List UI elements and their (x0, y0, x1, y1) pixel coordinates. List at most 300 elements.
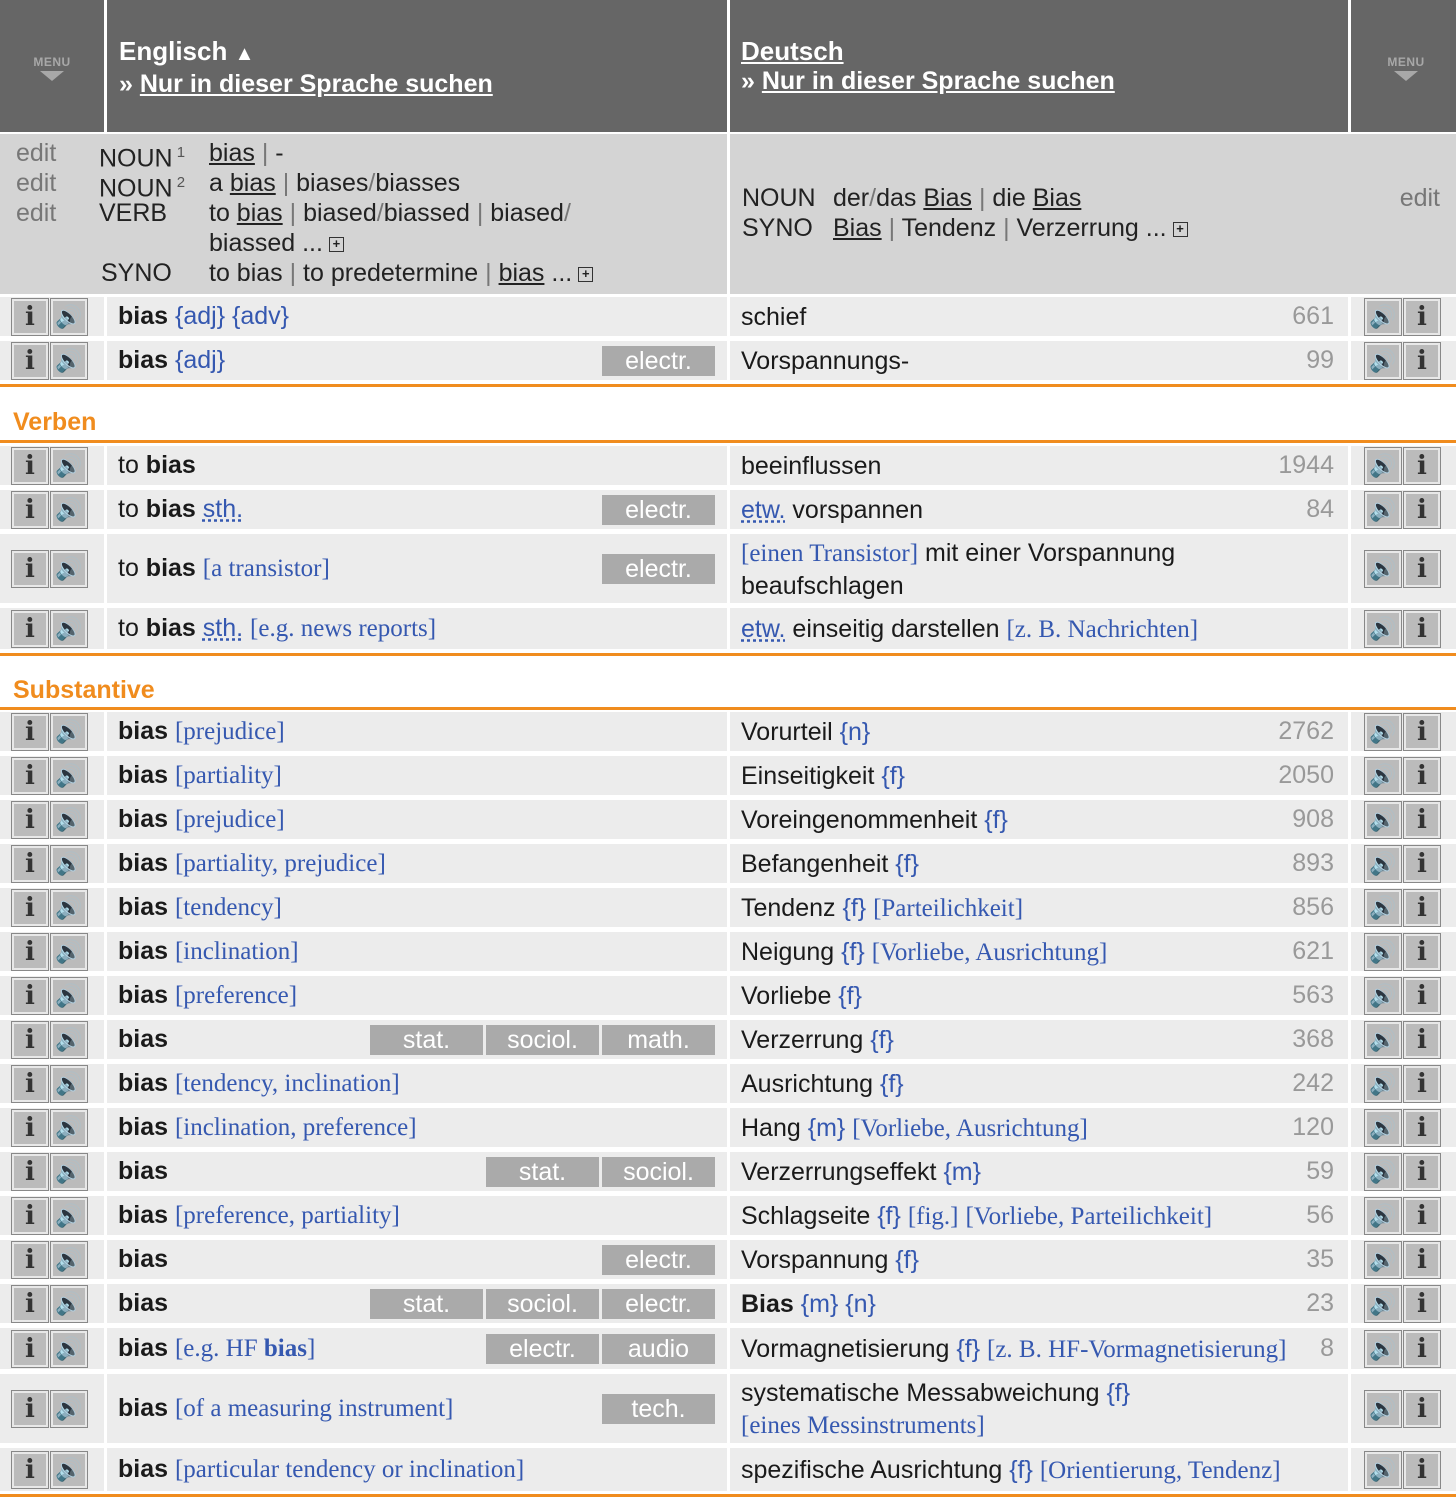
speaker-icon[interactable]: 🔊 (50, 933, 88, 971)
table-row (0, 446, 1456, 488)
divider (727, 844, 730, 883)
speaker-icon[interactable]: 🔊 (1364, 447, 1402, 485)
divider (1348, 1284, 1351, 1323)
vote-count: 908 (1292, 805, 1334, 833)
vote-count: 56 (1306, 1201, 1334, 1229)
english-term[interactable]: bias [tendency, inclination] (118, 1069, 400, 1097)
german-term[interactable]: Vorspannung {f} (741, 1246, 919, 1274)
german-term[interactable]: Vorurteil {n} (741, 718, 871, 746)
divider (1348, 297, 1351, 336)
info-icon[interactable]: i (1403, 1390, 1441, 1428)
inflection-text: Bias | Tendenz | Verzerrung ... + (833, 213, 1188, 243)
divider (1348, 1374, 1351, 1443)
section-nouns (0, 652, 1456, 712)
table-row (0, 1284, 1456, 1326)
inflection-text: bias | - (209, 139, 284, 167)
speaker-icon[interactable]: 🔊 (50, 1197, 88, 1235)
german-term[interactable]: schief (741, 303, 807, 331)
speaker-icon[interactable]: 🔊 (1364, 1285, 1402, 1323)
divider (1348, 490, 1351, 529)
info-icon[interactable]: i (1403, 1330, 1441, 1368)
divider (1348, 1448, 1351, 1491)
speaker-icon[interactable]: 🔊 (1364, 491, 1402, 529)
divider (727, 1328, 730, 1369)
vote-count: 621 (1292, 937, 1334, 965)
chevron-down-icon (40, 71, 64, 81)
table-row (0, 888, 1456, 930)
menu-label: MENU (33, 55, 71, 69)
english-term[interactable]: to bias [a transistor] (118, 554, 330, 582)
speaker-icon[interactable]: 🔊 (50, 298, 88, 336)
divider (727, 756, 730, 795)
speaker-icon[interactable]: 🔊 (50, 801, 88, 839)
subject-tag: electr. (602, 554, 715, 584)
speaker-icon[interactable]: 🔊 (50, 550, 88, 588)
english-term[interactable]: to bias sth. [e.g. news reports] (118, 614, 437, 642)
inflection-text: der/das Bias | die Bias (833, 184, 1082, 212)
info-icon[interactable]: i (1403, 1451, 1441, 1489)
info-icon[interactable]: i (1403, 1109, 1441, 1147)
table-row (0, 1196, 1456, 1238)
speaker-icon[interactable]: 🔊 (50, 1285, 88, 1323)
divider (1348, 756, 1351, 795)
table-row (0, 341, 1456, 383)
divider (0, 707, 1456, 710)
divider (104, 1448, 107, 1491)
divider (1348, 1328, 1351, 1369)
divider (1348, 1020, 1351, 1059)
menu-label: MENU (1387, 55, 1425, 69)
info-icon[interactable]: i (1403, 1197, 1441, 1235)
german-term[interactable]: etw. vorspannen (741, 496, 924, 524)
divider (727, 490, 730, 529)
info-icon[interactable]: i (1403, 713, 1441, 751)
vote-count: 84 (1306, 495, 1334, 523)
table-row (0, 844, 1456, 886)
divider (727, 1374, 730, 1443)
section-verbs (0, 384, 1456, 446)
table-row (0, 1020, 1456, 1062)
divider (1348, 608, 1351, 649)
subject-tag: stat. (370, 1289, 483, 1319)
german-term[interactable]: Hang {m} [Vorliebe, Ausrichtung] (741, 1114, 1088, 1142)
divider (104, 976, 107, 1015)
info-icon[interactable]: i (11, 1021, 49, 1059)
english-term[interactable]: bias [e.g. HF bias] (118, 1334, 316, 1362)
speaker-icon[interactable]: 🔊 (50, 1065, 88, 1103)
subject-tag: electr. (602, 346, 715, 376)
vote-count: 242 (1292, 1069, 1334, 1097)
subject-tag: math. (602, 1025, 715, 1055)
info-icon[interactable]: i (11, 1330, 49, 1368)
edit-link[interactable]: edit (16, 169, 57, 197)
prefix: » (741, 67, 755, 95)
table-row (0, 534, 1456, 606)
subject-tag: stat. (370, 1025, 483, 1055)
divider (727, 0, 730, 132)
divider (727, 1448, 730, 1491)
divider (104, 534, 107, 603)
vote-count: 35 (1306, 1245, 1334, 1273)
inflection-text: to bias | biased/biassed | biased/ (209, 199, 571, 227)
info-icon[interactable]: i (1403, 610, 1441, 648)
inflection-text: a bias | biases/biasses (209, 169, 461, 197)
divider (727, 1240, 730, 1279)
german-term[interactable]: spezifische Ausrichtung {f} [Orientierung, Tendenz] (741, 1456, 1281, 1484)
info-icon[interactable]: i (11, 1285, 49, 1323)
divider (0, 440, 1456, 443)
divider (1348, 1240, 1351, 1279)
menu-button-right[interactable] (1376, 55, 1436, 81)
info-icon[interactable]: i (1403, 889, 1441, 927)
subject-tag: sociol. (486, 1025, 599, 1055)
divider (0, 653, 1456, 656)
divider (104, 0, 107, 132)
table-row (0, 297, 1456, 339)
divider (1348, 1064, 1351, 1103)
german-term[interactable]: Bias {m} {n} (741, 1290, 876, 1318)
speaker-icon[interactable]: 🔊 (50, 757, 88, 795)
divider (1348, 1108, 1351, 1147)
english-term[interactable]: bias [inclination, preference] (118, 1113, 417, 1141)
divider (104, 932, 107, 971)
divider (727, 1108, 730, 1147)
divider (1348, 888, 1351, 927)
inflection-panel (0, 134, 1456, 294)
info-icon[interactable]: i (11, 610, 49, 648)
divider (727, 1152, 730, 1191)
vote-count: 59 (1306, 1157, 1334, 1185)
edit-link[interactable]: edit (1399, 184, 1440, 212)
speaker-icon[interactable]: 🔊 (1364, 1109, 1402, 1147)
edit-link[interactable]: edit (16, 139, 57, 167)
english-term[interactable]: to bias sth. (118, 495, 244, 523)
info-icon[interactable]: i (1403, 550, 1441, 588)
divider (727, 932, 730, 971)
info-icon[interactable]: i (11, 933, 49, 971)
divider (1348, 0, 1351, 132)
divider (1348, 712, 1351, 751)
divider (727, 800, 730, 839)
divider (727, 446, 730, 485)
table-row (0, 712, 1456, 754)
expand-icon[interactable]: + (329, 237, 344, 252)
divider (104, 1374, 107, 1443)
speaker-icon[interactable]: 🔊 (50, 1109, 88, 1147)
info-icon[interactable]: i (1403, 1065, 1441, 1103)
german-term[interactable]: etw. einseitig darstellen [z. B. Nachrichten] (741, 615, 1199, 643)
speaker-icon[interactable]: 🔊 (50, 491, 88, 529)
vote-count: 368 (1292, 1025, 1334, 1053)
divider (727, 712, 730, 751)
divider (104, 1196, 107, 1235)
english-term[interactable]: bias [preference] (118, 981, 298, 1009)
vote-count: 1944 (1278, 451, 1334, 479)
info-icon[interactable]: i (1403, 845, 1441, 883)
german-term[interactable]: Einseitigkeit {f} (741, 762, 906, 790)
divider (104, 1064, 107, 1103)
german-term[interactable]: Schlagseite {f} [fig.] [Vorliebe, Parteilichkeit] (741, 1202, 1213, 1230)
divider (104, 1284, 107, 1323)
column-header-german (741, 36, 1115, 96)
german-term[interactable]: Vorliebe {f} (741, 982, 862, 1010)
table-row (0, 1328, 1456, 1372)
expand-icon[interactable]: + (578, 267, 593, 282)
subject-tag: tech. (602, 1394, 715, 1424)
info-icon[interactable]: i (11, 1451, 49, 1489)
info-icon[interactable]: i (11, 1109, 49, 1147)
divider (727, 1196, 730, 1235)
divider (1348, 341, 1351, 380)
divider (104, 297, 107, 336)
speaker-icon[interactable]: 🔊 (50, 1153, 88, 1191)
divider (727, 1064, 730, 1103)
german-term[interactable]: Vormagnetisierung {f} [z. B. HF-Vormagnetisierung] (741, 1335, 1287, 1363)
divider (727, 976, 730, 1015)
speaker-icon[interactable]: 🔊 (1364, 977, 1402, 1015)
vote-count: 893 (1292, 849, 1334, 877)
divider (727, 534, 730, 603)
english-term[interactable]: bias [of a measuring instrument] (118, 1394, 454, 1422)
german-term[interactable]: Vorspannungs- (741, 347, 910, 375)
table-row (0, 490, 1456, 532)
vote-count: 856 (1292, 893, 1334, 921)
vote-count: 2762 (1278, 717, 1334, 745)
info-icon[interactable]: i (11, 977, 49, 1015)
subject-tag: audio (602, 1334, 715, 1364)
info-icon[interactable]: i (11, 298, 49, 336)
english-term[interactable]: bias [particular tendency or inclination] (118, 1455, 525, 1483)
divider (1348, 844, 1351, 883)
german-term[interactable]: Verzerrung {f} (741, 1026, 894, 1054)
part-of-speech: SYNO (742, 214, 813, 242)
speaker-icon[interactable]: 🔊 (50, 977, 88, 1015)
divider (104, 1240, 107, 1279)
divider (1348, 800, 1351, 839)
speaker-icon[interactable]: 🔊 (1364, 933, 1402, 971)
german-term[interactable]: Tendenz {f} [Parteilichkeit] (741, 894, 1024, 922)
inflection-text: biassed ... + (209, 228, 344, 258)
divider (0, 384, 1456, 387)
results-header (0, 0, 1456, 132)
info-icon[interactable]: i (1403, 757, 1441, 795)
german-term[interactable]: Befangenheit {f} (741, 850, 919, 878)
info-icon[interactable]: i (11, 342, 49, 380)
info-icon[interactable]: i (1403, 447, 1441, 485)
speaker-icon[interactable]: 🔊 (1364, 1390, 1402, 1428)
subject-tag: sociol. (602, 1157, 715, 1187)
english-term[interactable]: bias [preference, partiality] (118, 1201, 400, 1229)
speaker-icon[interactable]: 🔊 (1364, 757, 1402, 795)
divider (727, 297, 730, 336)
table-row (0, 1374, 1456, 1446)
speaker-icon[interactable]: 🔊 (1364, 713, 1402, 751)
english-term[interactable]: bias (118, 1157, 169, 1185)
vote-count: 661 (1292, 302, 1334, 330)
speaker-icon[interactable]: 🔊 (50, 1241, 88, 1279)
sort-ascending-icon: ▲ (234, 43, 255, 65)
english-term[interactable]: bias [tendency] (118, 893, 282, 921)
sort-english-link[interactable]: Englisch (119, 36, 228, 66)
divider (104, 756, 107, 795)
subject-tag: electr. (602, 495, 715, 525)
english-term[interactable]: bias [prejudice] (118, 717, 285, 745)
info-icon[interactable]: i (11, 713, 49, 751)
inflection-text: to bias | to predetermine | bias ... + (209, 258, 593, 288)
info-icon[interactable]: i (11, 1197, 49, 1235)
english-term[interactable]: bias [partiality] (118, 761, 282, 789)
info-icon[interactable]: i (11, 757, 49, 795)
table-row (0, 1448, 1456, 1494)
section-title: Substantive (13, 676, 155, 704)
divider (1348, 446, 1351, 485)
speaker-icon[interactable]: 🔊 (1364, 801, 1402, 839)
divider (104, 1108, 107, 1147)
speaker-icon[interactable]: 🔊 (1364, 1330, 1402, 1368)
english-term[interactable]: bias (118, 1025, 169, 1053)
divider (104, 446, 107, 485)
english-term[interactable]: bias {adj} {adv} (118, 302, 289, 330)
info-icon[interactable]: i (1403, 1021, 1441, 1059)
info-icon[interactable]: i (11, 889, 49, 927)
english-term[interactable]: bias (118, 1245, 169, 1273)
speaker-icon[interactable]: 🔊 (1364, 298, 1402, 336)
subject-tag: sociol. (486, 1289, 599, 1319)
part-of-speech: SYNO (101, 259, 172, 287)
info-icon[interactable]: i (1403, 1153, 1441, 1191)
info-icon[interactable]: i (1403, 801, 1441, 839)
table-row (0, 608, 1456, 652)
speaker-icon[interactable]: 🔊 (50, 342, 88, 380)
vote-count: 99 (1306, 346, 1334, 374)
german-term[interactable]: [einen Transistor] mit einer Vorspannung beaufschlagen (741, 539, 1176, 600)
german-term[interactable]: beeinflussen (741, 452, 882, 480)
info-icon[interactable]: i (11, 491, 49, 529)
info-icon[interactable]: i (11, 1065, 49, 1103)
column-header-english (119, 36, 493, 99)
german-term[interactable]: Neigung {f} [Vorliebe, Ausrichtung] (741, 938, 1108, 966)
speaker-icon[interactable]: 🔊 (1364, 610, 1402, 648)
sort-german-link[interactable]: Deutsch (741, 36, 844, 66)
info-icon[interactable]: i (1403, 298, 1441, 336)
search-only-english-link[interactable]: Nur in dieser Sprache suchen (139, 70, 493, 98)
speaker-icon[interactable]: 🔊 (1364, 889, 1402, 927)
info-icon[interactable]: i (11, 1153, 49, 1191)
divider (104, 800, 107, 839)
speaker-icon[interactable]: 🔊 (50, 447, 88, 485)
table-row (0, 1064, 1456, 1106)
info-icon[interactable]: i (1403, 977, 1441, 1015)
chevron-down-icon (1394, 71, 1418, 81)
speaker-icon[interactable]: 🔊 (1364, 1451, 1402, 1489)
speaker-icon[interactable]: 🔊 (1364, 550, 1402, 588)
english-term[interactable]: to bias (118, 451, 196, 479)
table-row (0, 1108, 1456, 1150)
info-icon[interactable]: i (11, 447, 49, 485)
german-term[interactable]: Ausrichtung {f} (741, 1070, 904, 1098)
german-term[interactable]: systematische Messabweichung {f} [eines Messinstruments] (741, 1379, 1131, 1439)
divider (727, 1284, 730, 1323)
divider (1348, 932, 1351, 971)
divider (104, 490, 107, 529)
divider (104, 608, 107, 649)
vote-count: 120 (1292, 1113, 1334, 1141)
english-term[interactable]: bias [partiality, prejudice] (118, 849, 386, 877)
divider (104, 844, 107, 883)
english-term[interactable]: bias [inclination] (118, 937, 299, 965)
speaker-icon[interactable]: 🔊 (50, 889, 88, 927)
table-row (0, 800, 1456, 842)
speaker-icon[interactable]: 🔊 (1364, 1065, 1402, 1103)
speaker-icon[interactable]: 🔊 (50, 1330, 88, 1368)
table-row (0, 1240, 1456, 1282)
edit-link[interactable]: edit (16, 199, 57, 227)
divider (0, 1494, 1456, 1497)
table-row (0, 976, 1456, 1018)
info-icon[interactable]: i (11, 550, 49, 588)
speaker-icon[interactable]: 🔊 (1364, 1197, 1402, 1235)
german-term[interactable]: Verzerrungseffekt {m} (741, 1158, 981, 1186)
table-row (0, 932, 1456, 974)
part-of-speech: VERB (99, 199, 168, 227)
divider (104, 712, 107, 751)
divider (1348, 534, 1351, 603)
info-icon[interactable]: i (11, 801, 49, 839)
search-only-german-link[interactable]: Nur in dieser Sprache suchen (761, 67, 1115, 95)
speaker-icon[interactable]: 🔊 (1364, 1153, 1402, 1191)
english-term[interactable]: bias {adj} (118, 346, 226, 374)
speaker-icon[interactable]: 🔊 (50, 1021, 88, 1059)
info-icon[interactable]: i (1403, 1241, 1441, 1279)
info-icon[interactable]: i (11, 845, 49, 883)
speaker-icon[interactable]: 🔊 (1364, 1021, 1402, 1059)
speaker-icon[interactable]: 🔊 (50, 1451, 88, 1489)
subject-tag: electr. (486, 1334, 599, 1364)
divider (104, 1328, 107, 1369)
english-term[interactable]: bias [prejudice] (118, 805, 285, 833)
divider (1348, 1152, 1351, 1191)
menu-button-left[interactable] (22, 55, 82, 81)
info-icon[interactable]: i (11, 1390, 49, 1428)
expand-icon[interactable]: + (1173, 222, 1188, 237)
part-of-speech: NOUN (742, 184, 816, 212)
info-icon[interactable]: i (1403, 1285, 1441, 1323)
speaker-icon[interactable]: 🔊 (1364, 1241, 1402, 1279)
subject-tag: stat. (486, 1157, 599, 1187)
table-row (0, 1152, 1456, 1194)
speaker-icon[interactable]: 🔊 (50, 1390, 88, 1428)
speaker-icon[interactable]: 🔊 (50, 610, 88, 648)
info-icon[interactable]: i (1403, 342, 1441, 380)
speaker-icon[interactable]: 🔊 (1364, 342, 1402, 380)
german-term[interactable]: Voreingenommenheit {f} (741, 806, 1008, 834)
divider (1348, 1196, 1351, 1235)
info-icon[interactable]: i (1403, 933, 1441, 971)
divider (727, 888, 730, 927)
speaker-icon[interactable]: 🔊 (50, 713, 88, 751)
divider (1348, 976, 1351, 1015)
info-icon[interactable]: i (11, 1241, 49, 1279)
english-term[interactable]: bias (118, 1289, 169, 1317)
divider (727, 341, 730, 380)
section-title: Verben (13, 408, 97, 436)
prefix: » (119, 70, 133, 98)
speaker-icon[interactable]: 🔊 (50, 845, 88, 883)
divider (104, 888, 107, 927)
vote-count: 23 (1306, 1289, 1334, 1317)
info-icon[interactable]: i (1403, 491, 1441, 529)
speaker-icon[interactable]: 🔊 (1364, 845, 1402, 883)
